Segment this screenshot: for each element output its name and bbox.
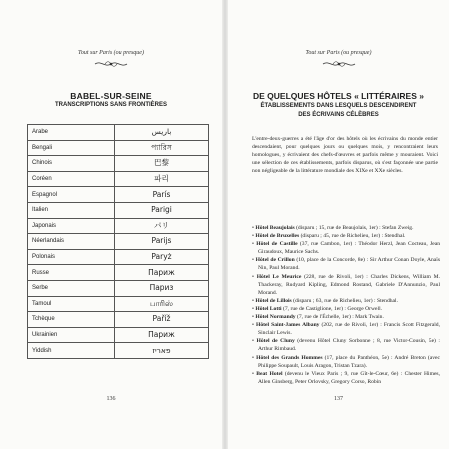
hotel-detail: (7, rue de l'Échelle, 1er) : Mark Twain. — [295, 314, 384, 321]
left-running-head: Tout sur Paris (ou presque) — [78, 50, 144, 56]
hotel-name: Hôtel Beaujolais — [255, 225, 295, 231]
transcription-cell: Париж — [115, 265, 209, 281]
table-row — [28, 327, 209, 343]
hotel-name: Hôtel de Bruxelles — [255, 233, 300, 240]
list-item — [252, 256, 440, 272]
table-row — [28, 140, 209, 156]
table-row — [28, 343, 209, 359]
transcription-cell: פאריז — [115, 343, 209, 359]
hotel-name: Hôtel Normandy — [255, 314, 296, 321]
hotel-detail: (7, rue de Castiglione, 1er) : George Orwell. — [281, 305, 383, 312]
list-item — [252, 224, 440, 232]
transcription-cell: Parigi — [115, 202, 209, 218]
hotel-detail: (17, place du Panthéon, 5e) : André Breton (avec Philippe Soupault, Louis Aragon, Tristan Tzara). — [258, 354, 441, 369]
transcription-cell: பாரிஸ் — [115, 296, 209, 312]
hotel-detail: (devenu Hôtel Cluny Sorbonne ; 8, rue Victor-Cousin, 5e) : Arthur Rimbaud. — [258, 338, 440, 353]
hotel-name: Beat Hotel — [256, 370, 283, 377]
list-item — [252, 337, 440, 353]
hotel-detail: (202, rue de Rivoli, 1er) : Francis Scott Fitzgerald, Sinclair Lewis. — [258, 322, 440, 337]
right-running-head: Tout sur Paris (ou presque) — [305, 50, 372, 56]
hotel-list — [252, 224, 440, 386]
language-cell: Polonais — [28, 249, 115, 265]
list-item — [252, 313, 440, 321]
intro-paragraph: L'entre-deux-guerres a été l'âge d'or des hôtels où les écrivains du monde entier descendaient, pour quelques jours ou quelques mois, y rencontraient leurs homologues, y écrivaient des chefs-d'œuvres et parfois même y mouraient. Voici une sélection de ces établissements, parfois disparus, où s'est façonnée une partie non négligeable de la littérature mondiale des XIXe et XXe siècles. — [252, 136, 438, 175]
right-ornament-icon — [228, 59, 449, 69]
hotel-detail: (devenu le Vieux Paris ; 9, rue Gît-le-Cœur, 6e) : Chester Himes, Allen Ginsberg, Peter Orlovsky, Gregory Corso, Robin — [258, 370, 441, 385]
transcription-cell: Paříž — [115, 312, 209, 328]
left-section-title: BABEL-SUR-SEINE — [70, 91, 152, 101]
left-ornament-icon — [0, 59, 222, 69]
hotel-detail: (disparu ; 63, rue de Richelieu, 1er) : Stendhal. — [291, 297, 398, 304]
table-row — [28, 171, 209, 187]
left-page — [0, 0, 222, 449]
language-cell: Italien — [28, 202, 115, 218]
hotel-detail: (37, rue Cambon, 1er) : Théodor Herzl, Jean Cocteau, Jean Giraudoux, Maurice Sachs. — [258, 241, 440, 256]
language-cell: Coréen — [28, 171, 115, 187]
left-page-number: 136 — [106, 396, 116, 402]
transcription-cell: Parijs — [115, 234, 209, 250]
table-row — [28, 265, 209, 281]
transcription-cell: París — [115, 187, 209, 203]
language-cell: Russe — [28, 265, 115, 281]
hotel-name: Hôtel de Crillon — [255, 257, 295, 264]
language-cell: Espagnol — [28, 187, 115, 203]
transcription-cell: Париз — [115, 280, 209, 296]
hotel-name: Hôtel Lotti — [255, 305, 282, 312]
table-row — [28, 218, 209, 234]
language-cell: Néerlandais — [28, 234, 115, 250]
transcription-cell: 巴黎 — [115, 156, 209, 172]
language-cell: Tamoul — [28, 296, 115, 312]
language-cell: Yiddish — [28, 343, 115, 359]
right-subtitle-line-1: ÉTABLISSEMENTS DANS LESQUELS DESCENDIRENT — [260, 103, 417, 109]
transcription-cell: Paryż — [115, 249, 209, 265]
right-subtitle-line-2: DES ÉCRIVAINS CÉLÈBRES — [298, 111, 379, 118]
list-item — [252, 305, 440, 313]
hotel-detail: (228, rue de Rivoli, 1er) : Charles Dickens, William M. Thackeray, Rudyard Kipling, Edmond Rostand, Gabriele D'Annunzio, Paul Morand. — [258, 273, 441, 296]
list-item — [252, 240, 440, 256]
hotel-name: Hôtel de Castille — [256, 241, 298, 248]
hotel-name: Hôtel de Lillois — [255, 297, 292, 304]
table-row — [28, 312, 209, 328]
list-item — [252, 232, 440, 240]
language-cell: Arabe — [28, 125, 115, 141]
table-row — [28, 234, 209, 250]
hotel-name: Hôtel Saint-James Albany — [256, 322, 320, 329]
hotel-name: Hôtel Le Meurice — [256, 273, 302, 280]
table-row — [28, 125, 209, 141]
hotel-name: Hôtel des Grands Hommes — [256, 354, 323, 361]
hotel-name: Hôtel de Cluny — [256, 338, 295, 345]
language-cell: Chinois — [28, 156, 115, 172]
right-page — [228, 0, 449, 449]
transcription-cell: 파리 — [115, 171, 209, 187]
language-cell: Tchèque — [28, 312, 115, 328]
table-row — [28, 249, 209, 265]
right-page-number: 137 — [334, 396, 343, 402]
language-cell: Japonais — [28, 218, 115, 234]
table-row — [28, 156, 209, 172]
transcription-table — [27, 124, 209, 359]
list-item — [252, 370, 440, 386]
hotel-detail: (10, place de la Concorde, 8e) : Sir Arthur Conan Doyle, Anaïs Nin, Paul Morand. — [258, 257, 441, 272]
hotel-detail: (disparu ; 15, rue de Beaujolais, 1er) : Stefan Zweig. — [294, 225, 414, 231]
table-row — [28, 296, 209, 312]
transcription-cell: باريس — [115, 125, 209, 141]
left-section-subtitle: TRANSCRIPTIONS SANS FRONTIÈRES — [54, 102, 167, 108]
list-item — [252, 273, 440, 297]
list-item — [252, 321, 440, 337]
right-section-subtitle — [236, 102, 441, 119]
table-row — [28, 187, 209, 203]
list-item — [252, 297, 440, 305]
hotel-detail: (disparu ; 45, rue de Richelieu, 1er) : Stendhal. — [299, 233, 406, 240]
language-cell: Serbe — [28, 280, 115, 296]
transcription-cell: প্যারিস — [115, 140, 209, 156]
transcription-cell: パリ — [115, 218, 209, 234]
language-cell: Ukrainien — [28, 327, 115, 343]
table-row — [28, 202, 209, 218]
transcription-cell: Париж — [115, 327, 209, 343]
right-section-title: DE QUELQUES HÔTELS « LITTÉRAIRES » — [253, 91, 424, 101]
list-item — [252, 354, 440, 370]
table-row — [28, 280, 209, 296]
language-cell: Bengali — [28, 140, 115, 156]
